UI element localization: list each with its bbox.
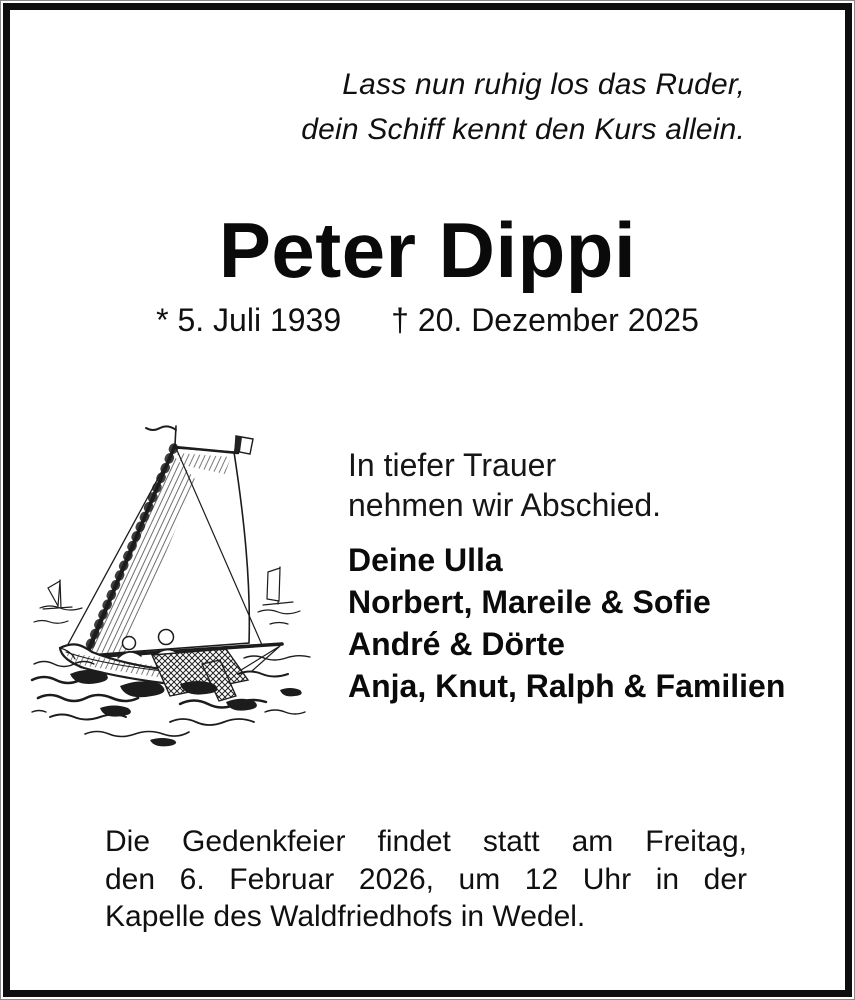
death-date: † 20. Dezember 2025 <box>391 302 699 338</box>
birth-date: * 5. Juli 1939 <box>156 302 342 338</box>
announcement-line: Die Gedenkfeier findet statt am Freitag, <box>105 825 747 858</box>
memorial-service-announcement <box>105 823 747 936</box>
mourning-intro-line: In tiefer Trauer <box>348 447 557 483</box>
mourner-name: Deine Ulla <box>348 542 503 578</box>
mourning-intro-line: nehmen wir Abschied. <box>348 487 662 523</box>
deceased-name: Peter Dippi <box>218 206 637 294</box>
mourner-name: Norbert, Mareile & Sofie <box>348 584 711 620</box>
announcement-line: Kapelle des Waldfriedhofs in Wedel. <box>105 900 586 933</box>
mourner-name: Anja, Knut, Ralph & Familien <box>348 668 786 704</box>
sailboat-illustration <box>30 412 315 747</box>
life-dates <box>0 301 855 339</box>
mourners-list <box>348 539 785 707</box>
mourning-intro <box>348 445 785 525</box>
quote-line: dein Schiff kennt den Kurs allein. <box>301 113 745 146</box>
mourner-name: André & Dörte <box>348 626 565 662</box>
announcement-line: den 6. Februar 2026, um 12 Uhr in der <box>105 862 747 896</box>
quote-line: Lass nun ruhig los das Ruder, <box>342 68 745 101</box>
memorial-quote <box>301 62 745 152</box>
mourning-section <box>348 445 785 707</box>
